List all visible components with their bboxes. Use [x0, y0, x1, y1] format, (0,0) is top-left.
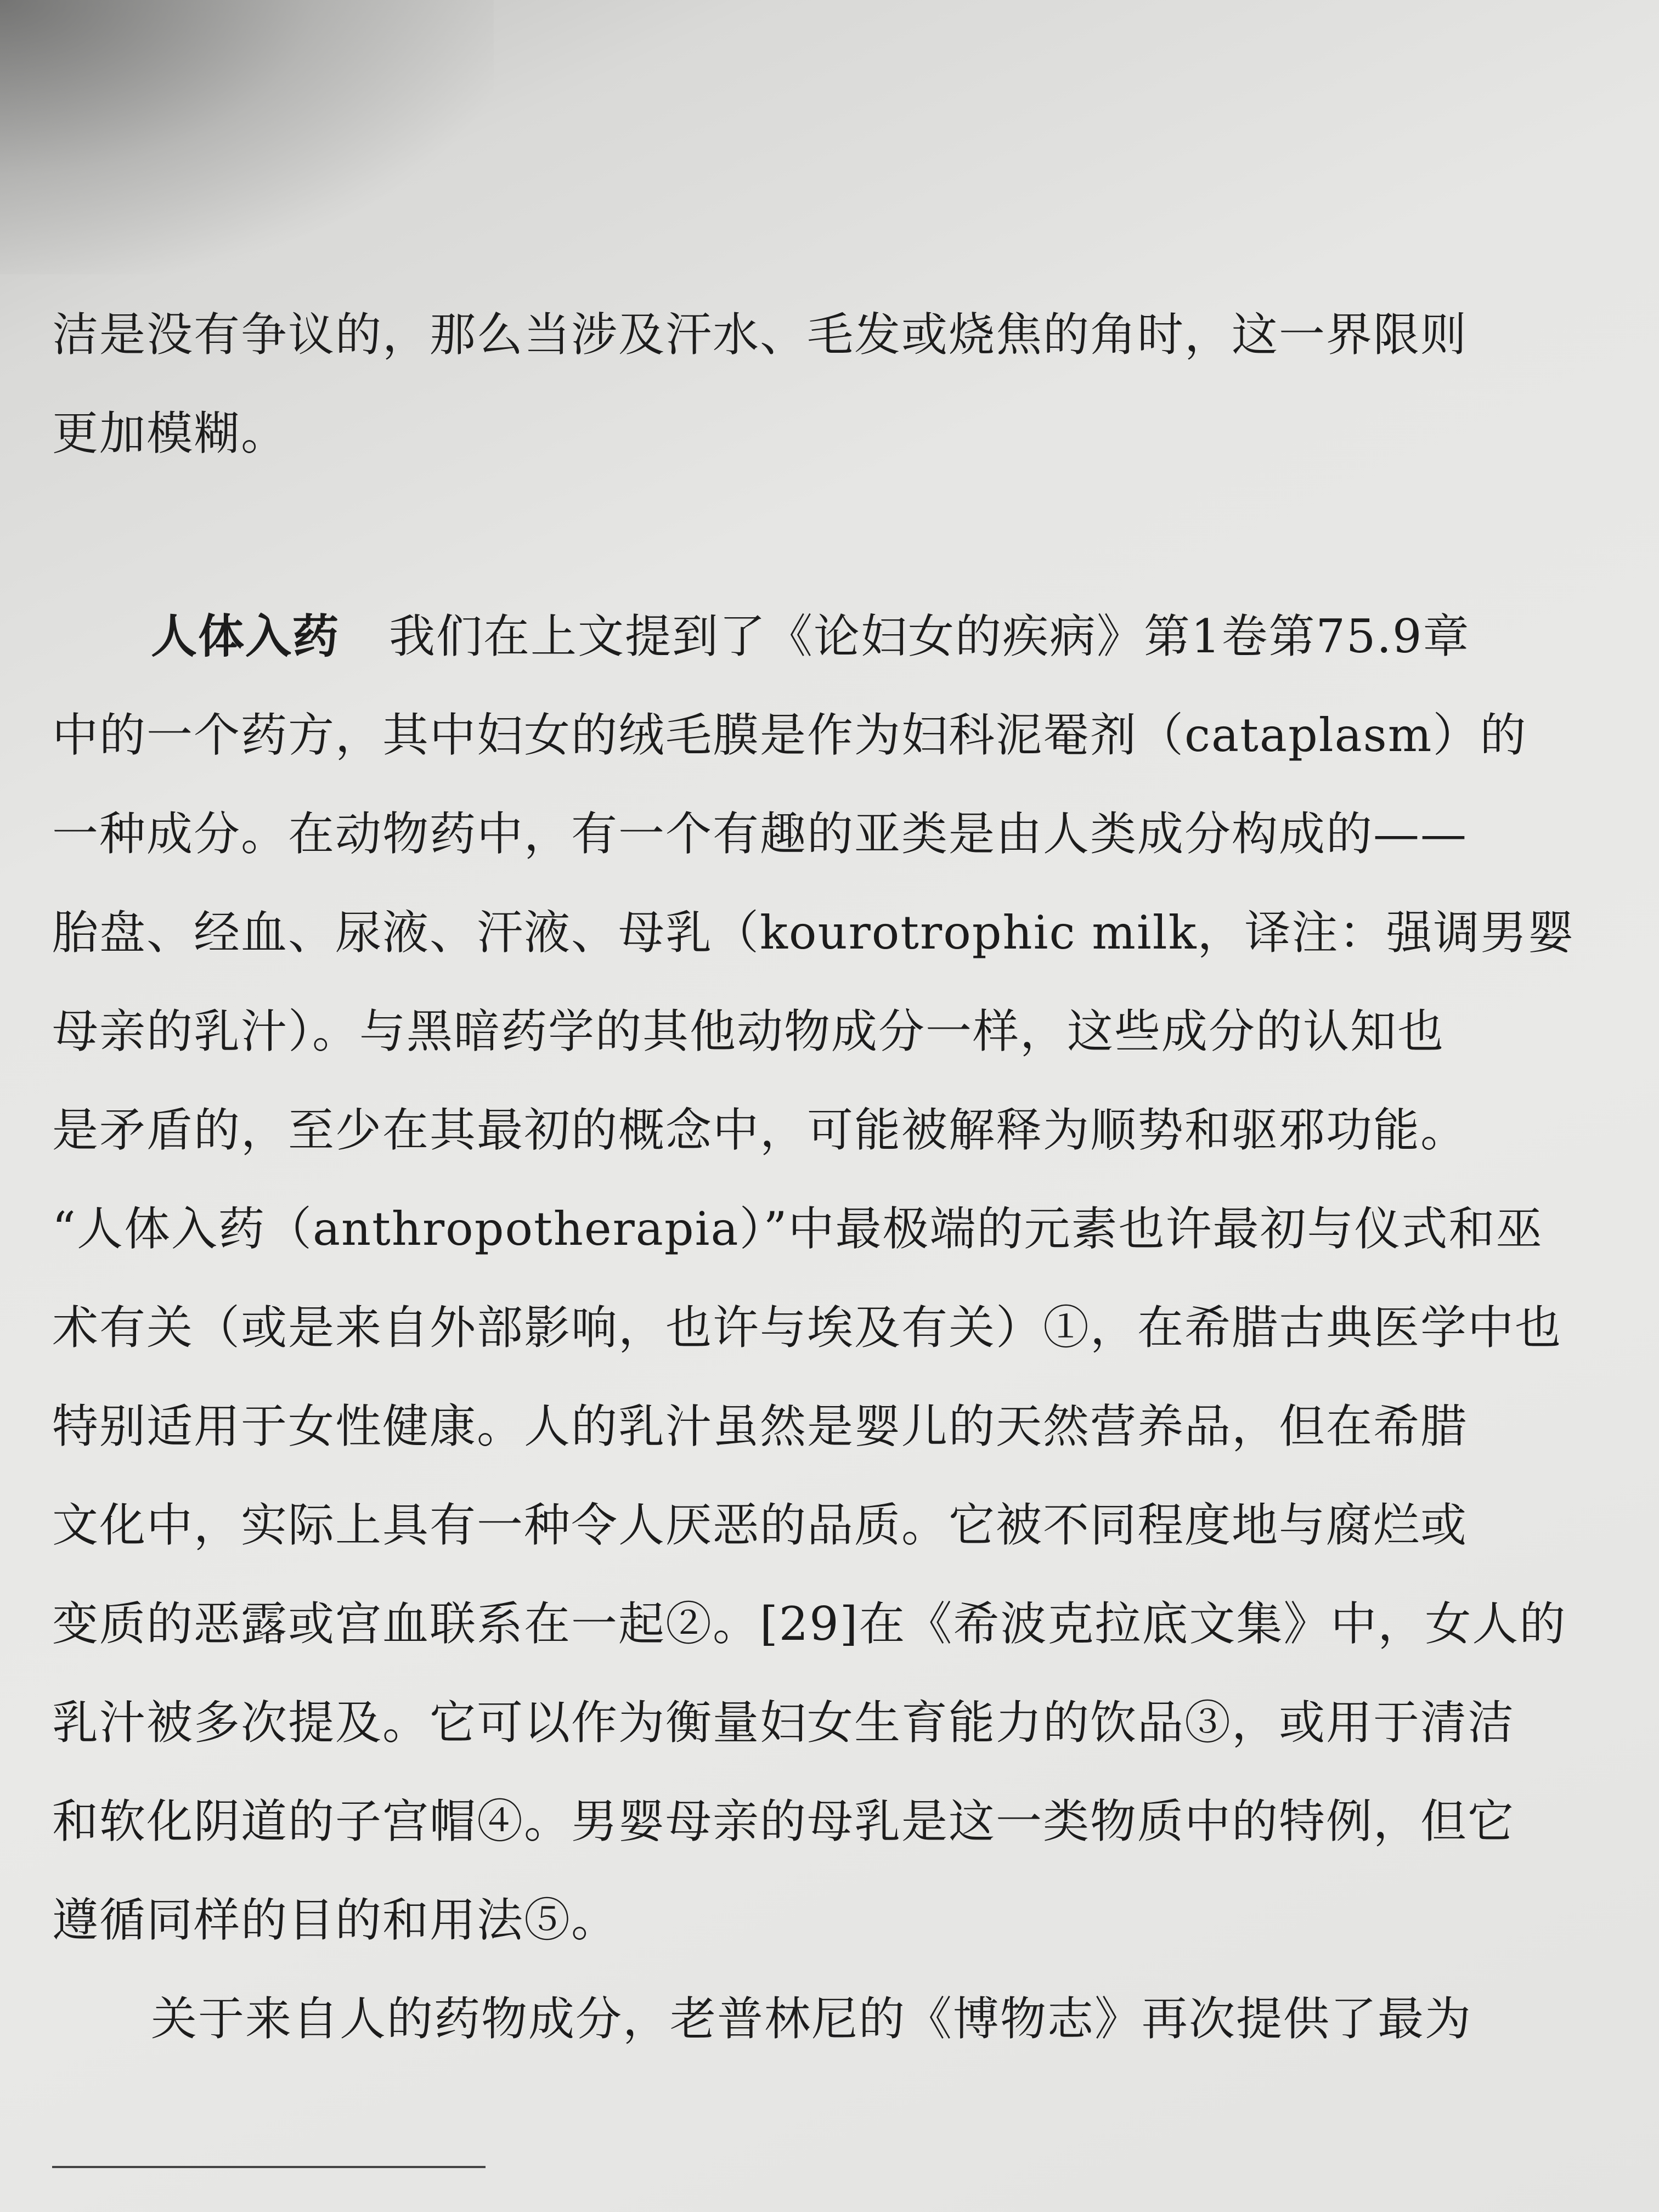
text-line: 文化中，实际上具有一种令人厌恶的品质。它被不同程度地与腐烂或	[52, 1498, 1468, 1552]
text-line: 中的一个药方，其中妇女的绒毛膜是作为妇科泥罨剂（cataplasm）的	[52, 708, 1527, 762]
text-line: 一种成分。在动物药中，有一个有趣的亚类是由人类成分构成的——	[52, 807, 1468, 861]
text-line: 更加模糊。	[52, 407, 289, 460]
text-line: 是矛盾的，至少在其最初的概念中，可能被解释为顺势和驱邪功能。	[52, 1103, 1468, 1157]
text-line-content: 我们在上文提到了《论妇女的疾病》第1卷第75.9章	[389, 610, 1470, 663]
text-line: 乳汁被多次提及。它可以作为衡量妇女生育能力的饮品③，或用于清洁	[52, 1696, 1515, 1750]
text-line: 洁是没有争议的，那么当涉及汗水、毛发或烧焦的角时，这一界限则	[52, 308, 1468, 362]
text-line: 和软化阴道的子宫帽④。男婴母亲的母乳是这一类物质中的特例，但它	[52, 1795, 1515, 1848]
text-line	[52, 1991, 1472, 2046]
text-line: 胎盘、经血、尿液、汗液、母乳（kourotrophic milk，译注：强调男婴	[52, 906, 1575, 960]
text-line: 变质的恶露或宫血联系在一起②。[29]在《希波克拉底文集》中，女人的	[52, 1597, 1567, 1651]
footnote-divider	[52, 2166, 486, 2168]
text-line: 遵循同样的目的和用法⑤。	[52, 1893, 619, 1947]
text-line-content: 关于来自人的药物成分，老普林尼的《博物志》再次提供了最为	[151, 1992, 1472, 2046]
text-line: 母亲的乳汁）。与黑暗药学的其他动物成分一样，这些成分的认知也	[52, 1005, 1445, 1058]
page-corner-shadow	[0, 0, 494, 274]
text-line	[52, 609, 1470, 664]
text-line: “人体入药（anthropotherapia）”中最极端的元素也许最初与仪式和巫	[52, 1202, 1543, 1256]
text-line: 特别适用于女性健康。人的乳汁虽然是婴儿的天然营养品，但在希腊	[52, 1400, 1468, 1453]
section-heading: 人体入药	[151, 610, 340, 663]
text-line: 术有关（或是来自外部影响，也许与埃及有关）①，在希腊古典医学中也	[52, 1301, 1562, 1355]
